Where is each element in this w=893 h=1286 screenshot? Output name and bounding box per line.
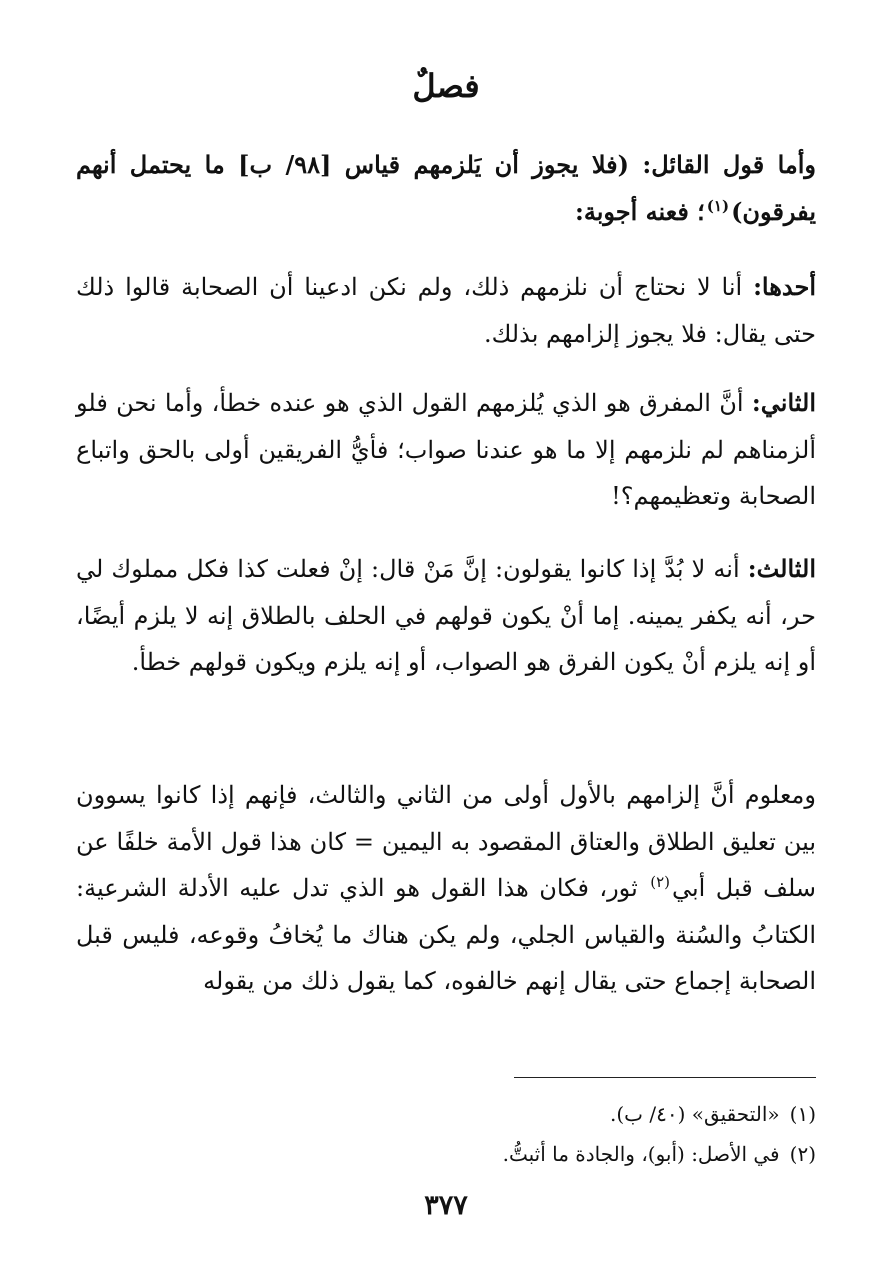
footnotes-list <box>76 1094 816 1174</box>
footnote-text-1: «التحقيق» (٤٠/ ب). <box>609 1102 780 1126</box>
opening-text-end: ؛ فعنه أجوبة: <box>574 196 705 226</box>
answer-paragraph-1 <box>76 264 816 357</box>
body-paragraph <box>76 772 816 1005</box>
answer-lead-2: الثاني: <box>751 388 816 417</box>
answer-text-3: أنه لا بُدَّ إذا كانوا يقولون: إنَّ مَنْ قال: إنْ فعلت كذا فكل مملوك لي حر، أنه يكفر يمينه. إما أنْ يكون قولهم في الحلف بالطلاق إنه لا يلزم أيضًا، أو إنه يلزم أنْ يكون الفرق هو الصواب، أو إنه يلزم ويكون قولهم خطأ. <box>76 555 816 676</box>
answer-text-2: أنَّ المفرق هو الذي يُلزمهم القول الذي هو عنده خطأ، وأما نحن فلو ألزمناهم لم نلزمهم إلا ما هو عندنا صواب؛ فأيُّ الفريقين أولى بالحق واتباع الصحابة وتعظيمهم؟! <box>76 389 816 510</box>
book-page <box>76 0 816 1286</box>
footnote-divider <box>514 1077 816 1078</box>
answer-paragraph-2 <box>76 380 816 520</box>
opening-text: وأما قول القائل: (فلا يجوز أن يَلزمهم قياس [٩٨/ ب] ما يحتمل أنهم يفرقون) <box>76 150 817 226</box>
body-text: ومعلوم أنَّ إلزامهم بالأول أولى من الثاني والثالث، فإنهم إذا كانوا يسوون بين تعليق الطلاق والعتاق المقصود به اليمين = كان هذا قول الأمة خلفًا عن سلف قبل أبي <box>76 781 816 902</box>
footnote-text-2: في الأصل: (أبو)، والجادة ما أثبتُّ. <box>502 1142 780 1166</box>
footnote-ref-1: (١) <box>706 196 730 215</box>
footnote-number-2: (٢) <box>789 1142 816 1166</box>
opening-paragraph <box>76 142 816 235</box>
section-heading: فصلٌ <box>412 67 480 105</box>
answer-paragraph-3 <box>76 546 816 686</box>
body-text-end: ثور، فكان هذا القول هو الذي تدل عليه الأدلة الشرعية: الكتابُ والسُنة والقياس الجلي، ولم يكن هناك ما يُخافُ وقوعه، فليس قبل الصحابة إجماع حتى يقال إنهم خالفوه، كما يقول ذلك من يقوله <box>76 874 816 995</box>
footnote-1 <box>76 1094 816 1134</box>
answer-lead-1: أحدها: <box>753 272 816 301</box>
footnote-number-1: (١) <box>789 1102 816 1126</box>
answer-text-1: أنا لا نحتاج أن نلزمهم ذلك، ولم نكن ادعينا أن الصحابة قالوا ذلك حتى يقال: فلا يجوز إلزامهم بذلك. <box>76 273 816 348</box>
page-number: ٣٧٧ <box>424 1190 468 1221</box>
footnote-2 <box>76 1134 816 1174</box>
answer-lead-3: الثالث: <box>747 554 816 583</box>
footnote-ref-2: (٢) <box>650 873 670 891</box>
